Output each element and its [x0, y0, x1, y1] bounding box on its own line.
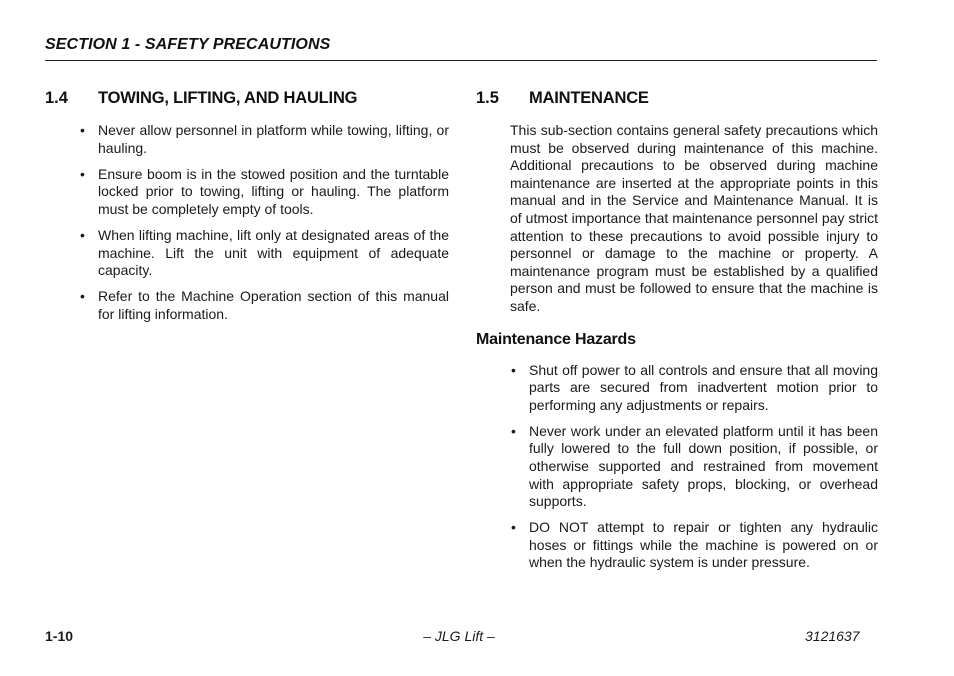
bullet-icon: • [80, 122, 85, 138]
bullet-icon: • [511, 519, 516, 536]
section-number: 1.4 [45, 89, 68, 107]
header-rule [45, 60, 877, 61]
list-item [45, 227, 449, 280]
hazards-bullet-list [476, 362, 878, 573]
left-column [45, 87, 449, 332]
towing-bullet-list [45, 122, 449, 323]
footer-publisher: – JLG Lift – [423, 628, 495, 644]
document-number: 3121637 [805, 628, 860, 644]
right-column [476, 87, 878, 581]
maintenance-intro-paragraph: This sub-section contains general safety precautions which must be observed during maintenance of this machine. Additional precautions to be observed during machine maintenance are inserted at the appropriate points in this manual and in the Service and Maintenance Manual. It is of utmost importance that maintenance personnel pay strict attention to these precautions to avoid possible injury to personnel or damage to the machine or property. A maintenance program must be established by a qualified person and must be followed to ensure that the machine is safe. [510, 122, 878, 314]
bullet-icon: • [80, 226, 85, 243]
section-title: TOWING, LIFTING, AND HAULING [98, 89, 358, 107]
section-title: MAINTENANCE [529, 89, 649, 107]
list-item-text: When lifting machine, lift only at designated areas of the machine. Lift the unit with equipment of adequate capacity. [98, 226, 449, 279]
bullet-icon: • [511, 361, 516, 378]
list-item-text: DO NOT attempt to repair or tighten any hydraulic hoses or fittings while the machine is powered on or when the hydraulic system is under pressure. [529, 519, 878, 571]
section-1-5-heading [476, 87, 878, 109]
list-item [476, 423, 878, 511]
list-item-text: Shut off power to all controls and ensure that all moving parts are secured from inadvertent motion prior to performing any adjustments or repairs. [529, 361, 878, 413]
list-item-text: Never work under an elevated platform until it has been fully lowered to the full down position, if possible, or otherwise supported and restrained from movement with appropriate safety props, blocking, or overhead supports. [529, 422, 878, 510]
bullet-icon: • [80, 288, 85, 305]
list-item [476, 519, 878, 572]
list-item [45, 122, 449, 157]
section-number: 1.5 [476, 89, 499, 107]
page-number: 1-10 [45, 628, 74, 644]
list-item-text: Never allow personnel in platform while towing, lifting, or hauling. [98, 122, 449, 156]
bullet-icon: • [511, 422, 516, 439]
list-item-text: Ensure boom is in the stowed position and the turntable locked prior to towing, lifting or hauling. The platform must be completely empty of tools. [98, 165, 449, 217]
list-item [476, 362, 878, 415]
section-header: SECTION 1 - SAFETY PRECAUTIONS [45, 36, 331, 53]
maintenance-hazards-heading: Maintenance Hazards [476, 330, 636, 348]
section-1-4-heading [45, 87, 449, 109]
list-item-text: Refer to the Machine Operation section of this manual for lifting information. [98, 288, 449, 322]
list-item [45, 166, 449, 219]
bullet-icon: • [80, 165, 85, 182]
list-item [45, 288, 449, 323]
